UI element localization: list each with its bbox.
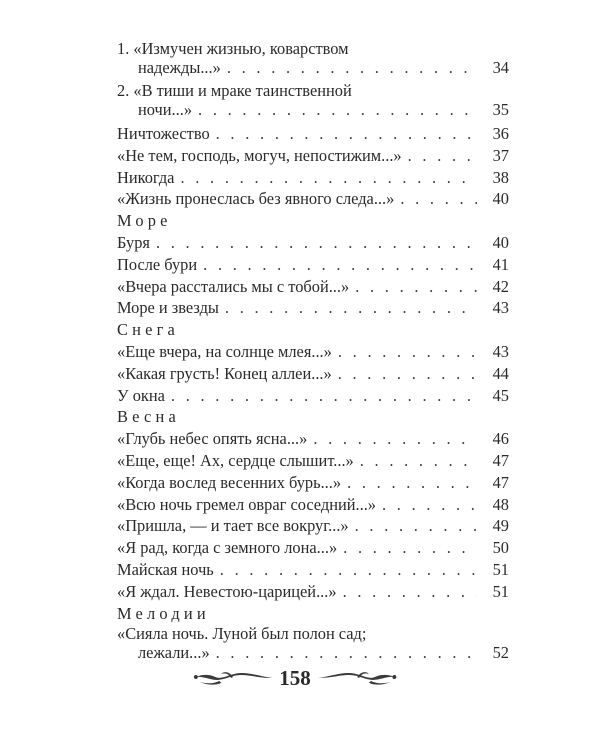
toc-entry bbox=[117, 341, 509, 363]
entry-title: «Вчера расстались мы с тобой...» bbox=[117, 276, 350, 296]
dot-leader bbox=[203, 254, 477, 276]
toc-entry bbox=[117, 123, 509, 145]
toc-entry bbox=[117, 559, 509, 581]
section-heading: Снега bbox=[117, 320, 179, 340]
entry-title-line2: ночи...» bbox=[138, 100, 193, 119]
entry-title: Никогда bbox=[117, 167, 175, 187]
dot-leader bbox=[225, 297, 477, 319]
dot-leader bbox=[180, 167, 477, 189]
entry-title-line1: 1. «Измучен жизнью, коварством bbox=[117, 39, 349, 58]
entry-page-number: 42 bbox=[492, 276, 509, 296]
toc-entry bbox=[117, 494, 509, 516]
dot-leader bbox=[343, 581, 477, 603]
swirl-ornament-icon bbox=[317, 669, 400, 687]
toc-entry bbox=[117, 515, 509, 537]
entry-title: «Еще вчера, на солнце млея...» bbox=[117, 341, 332, 361]
dot-leader bbox=[355, 515, 477, 537]
dot-leader bbox=[355, 276, 477, 298]
dot-leader bbox=[216, 123, 477, 145]
swirl-ornament-icon bbox=[190, 669, 273, 687]
dot-leader bbox=[360, 450, 477, 472]
entry-page-number: 45 bbox=[492, 385, 509, 405]
entry-title: После бури bbox=[117, 254, 198, 274]
dot-leader bbox=[382, 494, 477, 516]
entry-page-number: 37 bbox=[492, 145, 509, 165]
entry-page-number: 41 bbox=[492, 254, 509, 274]
entry-page-number: 51 bbox=[492, 559, 509, 579]
toc-entry bbox=[117, 385, 509, 407]
dot-leader bbox=[156, 232, 477, 254]
entry-page-number: 51 bbox=[492, 581, 509, 601]
entry-page-number: 46 bbox=[492, 429, 509, 449]
toc-entry bbox=[117, 537, 509, 559]
entry-page-number: 52 bbox=[492, 643, 509, 663]
page-footer bbox=[190, 663, 400, 693]
entry-title: «Я ждал. Невестою-царицей...» bbox=[117, 581, 337, 601]
toc-entry bbox=[117, 428, 509, 450]
section-heading: Мелодии bbox=[117, 603, 210, 623]
entry-title: «Когда вослед весенних бурь...» bbox=[117, 472, 342, 492]
entry-title: «Пришла, — и тает все вокруг...» bbox=[117, 516, 349, 536]
entry-page-number: 49 bbox=[492, 516, 509, 536]
entry-title: Море и звезды bbox=[117, 298, 219, 318]
dot-leader bbox=[338, 341, 477, 363]
entry-page-number: 43 bbox=[492, 341, 509, 361]
toc-entry bbox=[117, 297, 509, 319]
dot-leader bbox=[343, 537, 477, 559]
section-heading: Весна bbox=[117, 407, 180, 427]
entry-page-number: 47 bbox=[492, 472, 509, 492]
entry-page-number: 47 bbox=[492, 450, 509, 470]
entry-page-number: 36 bbox=[492, 124, 509, 143]
entry-page-number: 44 bbox=[492, 363, 509, 383]
entry-title-line2: надежды...» bbox=[138, 58, 221, 77]
entry-page-number: 40 bbox=[492, 189, 509, 209]
toc-entry bbox=[117, 472, 509, 494]
dot-leader bbox=[198, 100, 477, 120]
dot-leader bbox=[220, 559, 477, 581]
entry-title-line1: «Сияла ночь. Луной был полон сад; bbox=[117, 624, 367, 644]
toc-entry bbox=[117, 581, 509, 603]
toc-entry bbox=[117, 450, 509, 472]
toc-entry bbox=[117, 81, 509, 120]
dot-leader bbox=[313, 428, 477, 450]
toc-entry bbox=[117, 363, 509, 385]
entry-page-number: 40 bbox=[492, 232, 509, 252]
toc-entry bbox=[117, 188, 509, 210]
entry-title: У окна bbox=[117, 385, 165, 405]
toc-entry bbox=[117, 145, 509, 167]
entry-page-number: 38 bbox=[492, 167, 509, 187]
dot-leader bbox=[171, 385, 477, 407]
entry-title: «Не тем, господь, могуч, непостижим...» bbox=[117, 145, 402, 165]
entry-page-number: 50 bbox=[492, 538, 509, 558]
toc-entry bbox=[117, 254, 509, 276]
table-of-contents bbox=[117, 39, 509, 666]
dot-leader bbox=[338, 363, 477, 385]
toc-entry bbox=[117, 624, 509, 663]
section-heading: Море bbox=[117, 211, 172, 231]
toc-entry bbox=[117, 39, 509, 78]
entry-title: «Всю ночь гремел овраг соседний...» bbox=[117, 494, 377, 514]
dot-leader bbox=[400, 188, 477, 210]
toc-entry bbox=[117, 167, 509, 189]
toc-entry bbox=[117, 276, 509, 298]
dot-leader bbox=[227, 58, 477, 78]
entry-title-line1: 2. «В тиши и мраке таинственной bbox=[117, 81, 352, 100]
entry-title: Майская ночь bbox=[117, 559, 214, 579]
dot-leader bbox=[216, 643, 477, 663]
entry-title-line2: лежали...» bbox=[138, 643, 210, 663]
entry-title: «Жизнь пронеслась без явного следа...» bbox=[117, 189, 395, 209]
entry-title: Ничтожество bbox=[117, 124, 210, 143]
dot-leader bbox=[408, 145, 477, 167]
page-number: 158 bbox=[279, 665, 311, 690]
entry-title: «Еще, еще! Ах, сердце слышит...» bbox=[117, 450, 354, 470]
entry-page-number: 35 bbox=[492, 100, 509, 119]
entry-title: «Какая грусть! Конец аллеи...» bbox=[117, 363, 332, 383]
entry-title: «Я рад, когда с земного лона...» bbox=[117, 538, 338, 558]
entry-page-number: 34 bbox=[492, 58, 509, 77]
entry-title: Буря bbox=[117, 232, 150, 252]
dot-leader bbox=[347, 472, 477, 494]
entry-title: «Глубь небес опять ясна...» bbox=[117, 429, 308, 449]
entry-page-number: 43 bbox=[492, 298, 509, 318]
toc-entry bbox=[117, 232, 509, 254]
entry-page-number: 48 bbox=[492, 494, 509, 514]
